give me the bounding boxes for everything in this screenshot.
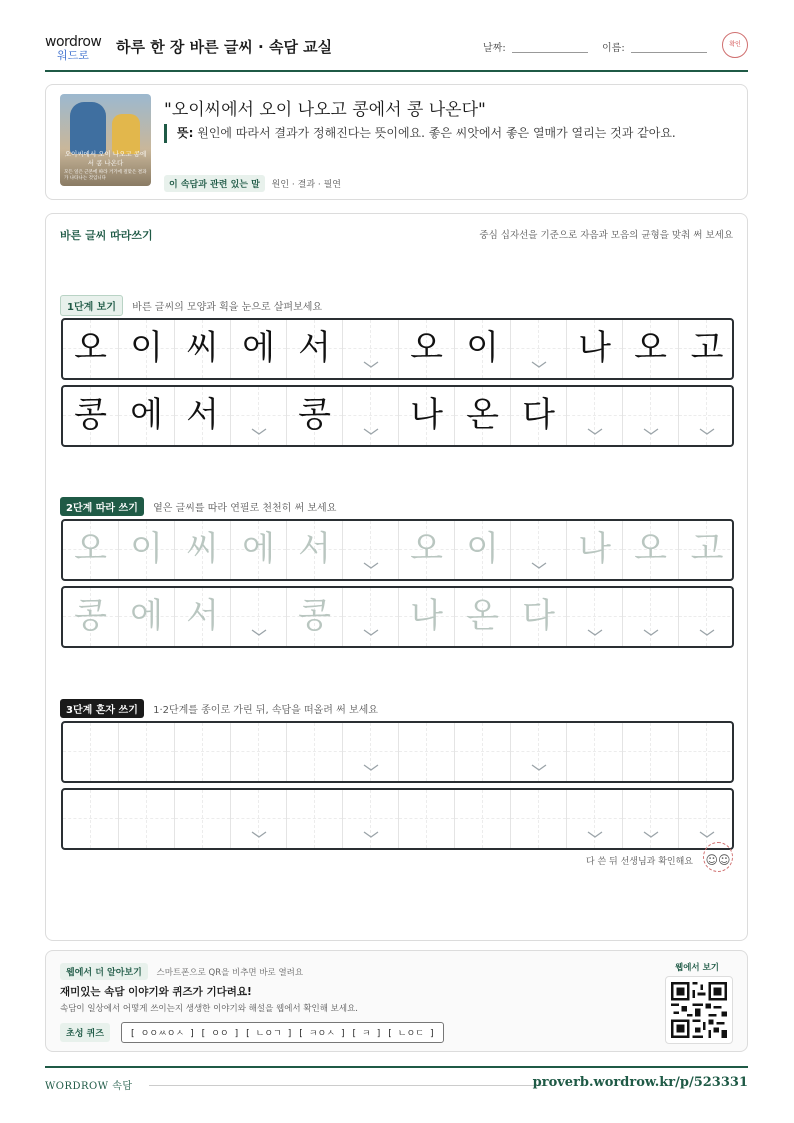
grid-character: 오	[634, 328, 667, 368]
grid-cell[interactable]	[567, 790, 623, 848]
step-1-badge: 1단계 보기	[60, 295, 123, 316]
space-mark-icon	[641, 828, 661, 840]
grid-cell	[287, 588, 343, 646]
grid-character: 오	[410, 529, 443, 569]
grid-character: 서	[186, 395, 219, 435]
grid-character: 오	[410, 328, 443, 368]
grid-cell[interactable]	[63, 790, 119, 848]
grid-character: 서	[298, 529, 331, 569]
grid-cell	[63, 521, 119, 579]
step-2-header	[60, 497, 336, 516]
practice-description: 중심 십자선을 기준으로 자음과 모음의 균형을 맞춰 써 보세요	[479, 230, 733, 241]
step-3-line-2[interactable]	[61, 788, 734, 850]
grid-cell	[455, 320, 511, 378]
grid-character: 오	[634, 529, 667, 569]
grid-character: 서	[186, 596, 219, 636]
grid-cell	[623, 387, 679, 445]
grid-character: 나	[578, 529, 611, 569]
learn-more-tagline	[60, 963, 303, 980]
grid-cell	[119, 320, 175, 378]
footer-brand: WORDROW 속담	[45, 1081, 133, 1092]
grid-cell	[63, 588, 119, 646]
grid-cell[interactable]	[511, 723, 567, 781]
grid-cell[interactable]	[399, 723, 455, 781]
related-words	[164, 175, 341, 192]
learn-more-card	[45, 950, 748, 1052]
meaning-text: 원인에 따라서 결과가 정해진다는 뜻이에요. 좋은 씨앗에서 좋은 열매가 열리는 것과 같아요.	[197, 126, 676, 140]
learn-more-tag: 웹에서 더 알아보기	[60, 963, 148, 980]
teacher-stamp-icon: ☺☺	[703, 842, 733, 872]
grid-character: 이	[130, 328, 163, 368]
space-mark-icon	[249, 626, 269, 638]
confirm-stamp	[722, 32, 748, 58]
space-mark-icon	[361, 559, 381, 571]
proverb-meaning	[164, 124, 724, 143]
proverb-illustration	[60, 94, 151, 186]
grid-cell	[623, 588, 679, 646]
grid-character: 온	[466, 596, 499, 636]
space-mark-icon	[585, 626, 605, 638]
space-mark-icon	[697, 828, 717, 840]
step-1-desc: 바른 글씨의 모양과 획을 눈으로 살펴보세요	[132, 302, 323, 313]
name-field[interactable]	[631, 52, 707, 53]
grid-cell	[119, 588, 175, 646]
step-1-line-2	[61, 385, 734, 447]
wordrow-logo[interactable]	[45, 34, 107, 64]
grid-cell[interactable]	[175, 723, 231, 781]
space-mark-icon	[641, 425, 661, 437]
page-title: 하루 한 장 바른 글씨 · 속담 교실	[116, 38, 333, 56]
grid-cell	[231, 588, 287, 646]
grid-character: 온	[466, 395, 499, 435]
grid-cell[interactable]	[343, 790, 399, 848]
grid-cell[interactable]	[119, 723, 175, 781]
space-mark-icon	[529, 358, 549, 370]
grid-character: 오	[74, 328, 107, 368]
practice-title: 바른 글씨 따라쓰기	[60, 229, 153, 242]
step-1-line-1	[61, 318, 734, 380]
grid-character: 나	[578, 328, 611, 368]
grid-character: 다	[522, 596, 555, 636]
step-1-header	[60, 295, 322, 316]
grid-cell[interactable]	[399, 790, 455, 848]
grid-cell[interactable]	[343, 723, 399, 781]
grid-cell[interactable]	[679, 790, 734, 848]
step-2-line-1[interactable]	[61, 519, 734, 581]
space-mark-icon	[529, 761, 549, 773]
grid-character: 에	[242, 328, 275, 368]
grid-cell	[287, 387, 343, 445]
grid-cell	[679, 320, 734, 378]
grid-character: 오	[74, 529, 107, 569]
date-label: 날짜:	[483, 43, 506, 54]
quiz-box: [ ㅇㅇㅆㅇㅅ ] [ ㅇㅇ ] [ ㄴㅇㄱ ] [ ㅋㅇㅅ ] [ ㅋ ] [ ㄴㅇㄷ ]	[121, 1022, 444, 1043]
logo-subtext: 워드로	[57, 49, 89, 62]
grid-cell	[231, 320, 287, 378]
grid-cell	[399, 588, 455, 646]
learn-more-headline: 재미있는 속담 이야기와 퀴즈가 기다려요!	[60, 986, 252, 998]
grid-character: 에	[130, 395, 163, 435]
grid-character: 에	[242, 529, 275, 569]
grid-cell	[623, 521, 679, 579]
step-2-line-2[interactable]	[61, 586, 734, 648]
illustration-child	[112, 114, 140, 154]
grid-cell	[567, 588, 623, 646]
step-3-header	[60, 699, 378, 718]
illustration-caption: 오이씨에서 오이 나오고 콩에서 콩 나온다	[64, 150, 147, 167]
grid-cell	[343, 588, 399, 646]
space-mark-icon	[361, 425, 381, 437]
grid-character: 나	[410, 395, 443, 435]
grid-cell	[175, 387, 231, 445]
grid-cell[interactable]	[175, 790, 231, 848]
grid-cell	[63, 387, 119, 445]
grid-cell	[511, 521, 567, 579]
related-list: 원인 · 결과 · 필연	[271, 180, 341, 190]
footer-url[interactable]: proverb.wordrow.kr/p/523331	[532, 1075, 748, 1090]
space-mark-icon	[697, 425, 717, 437]
step-3-desc: 1·2단계를 종이로 가린 뒤, 속담을 떠올려 써 보세요	[153, 705, 378, 716]
grid-character: 고	[690, 529, 724, 569]
grid-cell	[455, 588, 511, 646]
space-mark-icon	[529, 559, 549, 571]
grid-cell[interactable]	[567, 723, 623, 781]
grid-cell[interactable]	[119, 790, 175, 848]
learn-more-hint: 스마트폰으로 QR을 비추면 바로 열려요	[156, 968, 304, 978]
grid-cell[interactable]	[287, 790, 343, 848]
practice-card	[45, 213, 748, 941]
space-mark-icon	[697, 626, 717, 638]
chosung-quiz	[60, 1022, 444, 1043]
grid-cell	[511, 320, 567, 378]
grid-character: 고	[690, 328, 724, 368]
logo-text: wordrow	[45, 34, 102, 50]
grid-character: 나	[410, 596, 443, 636]
date-field[interactable]	[512, 52, 588, 53]
page-header	[45, 30, 748, 72]
grid-cell	[343, 521, 399, 579]
grid-character: 이	[466, 529, 499, 569]
grid-cell	[511, 387, 567, 445]
grid-cell	[455, 387, 511, 445]
grid-cell[interactable]	[679, 723, 734, 781]
space-mark-icon	[585, 828, 605, 840]
space-mark-icon	[361, 828, 381, 840]
grid-cell	[623, 320, 679, 378]
name-label: 이름:	[602, 43, 625, 54]
grid-cell	[679, 387, 734, 445]
space-mark-icon	[249, 828, 269, 840]
illustration-adult	[70, 102, 106, 154]
space-mark-icon	[361, 626, 381, 638]
grid-character: 에	[130, 596, 163, 636]
grid-cell	[679, 521, 734, 579]
grid-character: 씨	[186, 328, 219, 368]
grid-cell	[287, 320, 343, 378]
grid-cell	[343, 387, 399, 445]
grid-cell[interactable]	[231, 723, 287, 781]
teacher-check-text: 다 쓴 뒤 선생님과 확인해요	[585, 857, 693, 867]
grid-cell	[455, 521, 511, 579]
grid-cell	[399, 320, 455, 378]
step-2-desc: 옅은 글씨를 따라 연필로 천천히 써 보세요	[153, 503, 337, 514]
grid-character: 이	[130, 529, 163, 569]
grid-character: 서	[298, 328, 331, 368]
grid-cell[interactable]	[623, 790, 679, 848]
qr-code-icon[interactable]	[665, 976, 733, 1044]
grid-cell	[231, 521, 287, 579]
grid-cell	[175, 521, 231, 579]
quiz-label: 초성 퀴즈	[60, 1023, 110, 1042]
page-footer	[45, 1066, 748, 1096]
learn-more-sub: 속담이 일상에서 어떻게 쓰이는지 생생한 이야기와 해설을 웹에서 확인해 보세요.	[60, 1004, 358, 1014]
footer-divider	[149, 1085, 548, 1086]
stamp-text: 확인	[729, 41, 741, 48]
grid-cell	[119, 387, 175, 445]
space-mark-icon	[585, 425, 605, 437]
grid-character: 콩	[74, 395, 107, 435]
grid-cell	[63, 320, 119, 378]
grid-cell	[511, 588, 567, 646]
step-3-line-1[interactable]	[61, 721, 734, 783]
qr-label: 웹에서 보기	[674, 963, 719, 973]
space-mark-icon	[361, 358, 381, 370]
grid-cell	[399, 387, 455, 445]
grid-cell[interactable]	[455, 723, 511, 781]
grid-cell[interactable]	[231, 790, 287, 848]
grid-character: 콩	[74, 596, 107, 636]
grid-cell[interactable]	[623, 723, 679, 781]
grid-character: 씨	[186, 529, 219, 569]
grid-cell	[567, 387, 623, 445]
space-mark-icon	[249, 425, 269, 437]
space-mark-icon	[361, 761, 381, 773]
grid-cell	[119, 521, 175, 579]
grid-cell[interactable]	[455, 790, 511, 848]
space-mark-icon	[641, 626, 661, 638]
proverb-text: "오이씨에서 오이 나오고 콩에서 콩 나온다"	[164, 100, 486, 120]
grid-cell[interactable]	[287, 723, 343, 781]
grid-character: 다	[522, 395, 555, 435]
grid-cell[interactable]	[511, 790, 567, 848]
grid-cell	[679, 588, 734, 646]
step-2-badge: 2단계 따라 쓰기	[60, 497, 144, 516]
grid-character: 이	[466, 328, 499, 368]
related-label: 이 속담과 관련 있는 말	[164, 175, 265, 192]
step-3-badge: 3단계 혼자 쓰기	[60, 699, 144, 718]
grid-character: 콩	[298, 395, 331, 435]
proverb-card	[45, 84, 748, 200]
grid-cell	[567, 521, 623, 579]
grid-cell	[175, 588, 231, 646]
grid-character: 콩	[298, 596, 331, 636]
meaning-label: 뜻:	[177, 126, 194, 140]
grid-cell	[231, 387, 287, 445]
grid-cell	[343, 320, 399, 378]
grid-cell	[567, 320, 623, 378]
grid-cell	[399, 521, 455, 579]
grid-cell[interactable]	[63, 723, 119, 781]
illustration-subcaption: 모든 일은 근본에 따라 거기에 걸맞은 결과가 나타나는 것입니다	[64, 170, 147, 181]
grid-cell	[287, 521, 343, 579]
teacher-check	[586, 854, 733, 867]
grid-cell	[175, 320, 231, 378]
